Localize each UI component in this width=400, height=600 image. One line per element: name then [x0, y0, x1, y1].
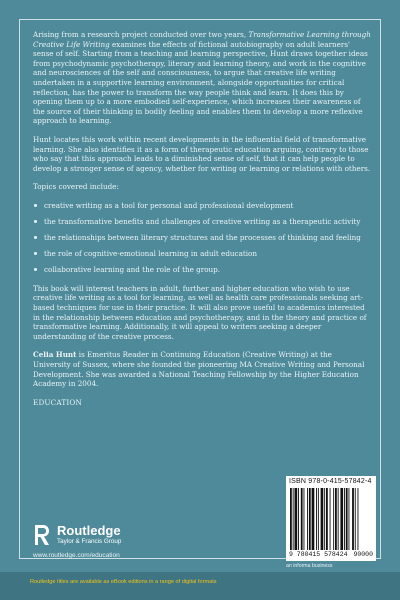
- routledge-logo-icon: [33, 524, 51, 546]
- publisher-group: Taylor & Francis Group: [57, 538, 122, 545]
- intro-text-start: Arising from a research project conducted over two years,: [33, 30, 249, 39]
- price-code: 90000: [353, 551, 373, 558]
- subject-category: EDUCATION: [33, 397, 82, 407]
- informa-business-note: an informa business: [286, 563, 333, 569]
- isbn-barcode: [286, 476, 376, 561]
- publisher-block: [33, 524, 233, 564]
- intro-paragraph: [33, 30, 371, 126]
- author-bio: [33, 350, 371, 388]
- barcode-digits: 9 780415 578424 90000: [289, 551, 373, 558]
- topic-item: the role of cognitive-emotional learning in adult education: [33, 249, 371, 259]
- blurb-content: [33, 30, 371, 416]
- publisher-name: Routledge: [57, 523, 121, 538]
- ebook-availability-note: Routledge titles are available as eBook editions in a range of digital formats: [30, 579, 217, 585]
- topic-item: the transformative benefits and challenges of creative writing as a therapeutic activity: [33, 217, 371, 227]
- isbn-number: ISBN 978-0-415-57842-4: [289, 478, 372, 485]
- book-title-italic: Transformative Learning through Creative Life Writing: [33, 30, 371, 49]
- topic-item: the relationships between literary structures and the processes of thinking and feeling: [33, 233, 371, 243]
- topic-item: collaborative learning and the role of the group.: [33, 265, 371, 275]
- footer-strip: [0, 572, 400, 600]
- intro-text-end: examines the effects of fictional autobiography on adult learners' sense of self. Starting from a teaching and learning perspective, Hunt draws together ideas from psychodynamic psychotherapy, literary and learning theory, and work in the cognitive and neurosciences of the self and consciousness, to argue that creative life writing undertaken in a supportive learning environment, alongside opportunities for critical reflection, has the power to transform the way people think and learn. It does this by opening them up to a more embodied self-experience, which increases their awareness of the source of their thinking in bodily feeling and enables them to develop a more reflexive approach to learning.: [33, 39, 368, 126]
- locates-paragraph: Hunt locates this work within recent developments in the influential field of transformative learning. She also identifies it as a form of therapeutic education arguing, contrary to those who say that this approach leads to a diminished sense of self, that it can help people to develop a stronger sense of agency, whether for writing or learning or relations with others.: [33, 134, 371, 173]
- publisher-url[interactable]: www.routledge.com/education: [33, 552, 120, 559]
- barcode-bars-icon: [290, 488, 372, 550]
- audience-paragraph: This book will interest teachers in adult, further and higher education who wish to use creative life writing as a tool for learning, as well as health care professionals seeking art-based techniques for use in their practice. It will also prove useful to academics interested in the relationship between education and psychotherapy, and in the theory and practice of transformative learning. Additionally, it will appeal to writers seeking a deeper understanding of the creative process.: [33, 283, 367, 341]
- topics-heading: Topics covered include:: [33, 182, 119, 192]
- topic-item: creative writing as a tool for personal and professional development: [33, 201, 371, 211]
- topics-list: [33, 201, 371, 275]
- author-bio-text: is Emeritus Reader in Continuing Education (Creative Writing) at the University of Sussex, where she founded the pioneering MA Creative Writing and Personal Development. She was awarded a National Teaching Fellowship by the Higher Education Academy in 2004.: [33, 350, 365, 389]
- author-name: Celia Hunt: [33, 350, 77, 360]
